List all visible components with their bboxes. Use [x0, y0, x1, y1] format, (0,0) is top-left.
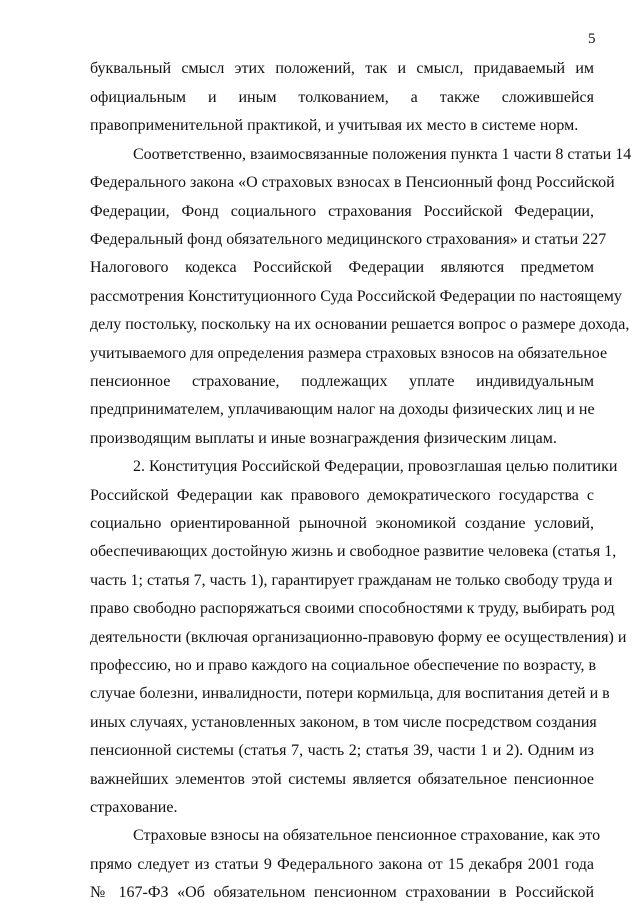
text-line: социально ориентированной рыночной экономикой создание условий, [90, 515, 594, 532]
text-line: учитываемого для определения размера страховых взносов на обязательное [90, 345, 608, 362]
text-line: Страховые взносы на обязательное пенсионное страхование, как это [133, 827, 601, 844]
text-line: пенсионное страхование, подлежащих уплате индивидуальным [90, 373, 594, 390]
text-line: случае болезни, инвалидности, потери кормильца, для воспитания детей и в [90, 685, 610, 702]
text-line: буквальный смысл этих положений, так и смысл, придаваемый им [90, 60, 594, 77]
text-line: часть 1; статья 7, часть 1), гарантирует гражданам не только свободу труда и [90, 572, 613, 589]
text-line: иных случаях, установленных законом, в том числе посредством создания [90, 714, 597, 731]
text-line: Налогового кодекса Российской Федерации являются предметом [90, 259, 594, 276]
text-line: Федерального закона «О страховых взносах в Пенсионный фонд Российской [90, 174, 615, 191]
text-line: пенсионной системы (статья 7, часть 2; статья 39, части 1 и 2). Одним из [90, 742, 594, 759]
text-line: Соответственно, взаимосвязанные положения пункта 1 части 8 статьи 14 [133, 146, 632, 163]
text-line: право свободно распоряжаться своими способностями к труду, выбирать род [90, 600, 615, 617]
text-line: важнейших элементов этой системы является обязательное пенсионное [90, 771, 594, 788]
text-line: прямо следует из статьи 9 Федерального закона от 15 декабря 2001 года [90, 856, 594, 873]
text-line: профессию, но и право каждого на социальное обеспечение по возрасту, в [90, 657, 597, 674]
text-line: официальным и иным толкованием, а также сложившейся [90, 89, 594, 106]
text-line: производящим выплаты и иные вознаграждения физическим лицам. [90, 430, 557, 447]
text-line: делу постольку, поскольку на их основании решается вопрос о размере дохода, [90, 316, 630, 333]
text-line: Федеральный фонд обязательного медицинского страхования» и статьи 227 [90, 231, 607, 248]
text-line: предпринимателем, уплачивающим налог на доходы физических лиц и не [90, 401, 595, 418]
text-line: Российской Федерации как правового демократического государства с [90, 487, 594, 504]
text-line: 2. Конституция Российской Федерации, провозглашая целью политики [133, 458, 618, 475]
text-line: правоприменительной практикой, и учитывая их место в системе норм. [90, 117, 579, 134]
text-line: рассмотрения Конституционного Суда Российской Федерации по настоящему [90, 288, 622, 305]
text-line: № 167-ФЗ «Об обязательном пенсионном страховании в Российской [90, 884, 594, 901]
text-line: обеспечивающих достойную жизнь и свободное развитие человека (статья 1, [90, 543, 617, 560]
text-line: Федерации, Фонд социального страхования Российской Федерации, [90, 203, 594, 220]
page-number: 5 [588, 31, 596, 47]
text-line: деятельности (включая организационно-правовую форму ее осуществления) и [90, 629, 627, 646]
text-line: страхование. [90, 799, 178, 816]
